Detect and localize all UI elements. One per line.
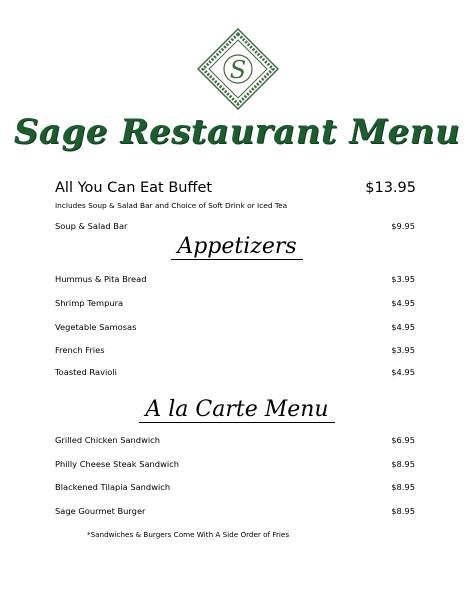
menu-item [55, 506, 415, 518]
menu-item [55, 459, 415, 471]
item-name: Philly Cheese Steak Sandwich [55, 459, 179, 469]
item-price: $4.95 [391, 322, 415, 332]
menu-item [55, 322, 415, 334]
item-name: Sage Gourmet Burger [55, 506, 146, 516]
menu-item [55, 274, 415, 286]
item-price: $8.95 [391, 506, 415, 516]
item-name: Soup & Salad Bar [55, 221, 128, 231]
item-name: Hummus & Pita Bread [55, 274, 147, 284]
menu-item [55, 367, 415, 379]
menu-item [55, 345, 415, 357]
item-name: French Fries [55, 345, 105, 355]
buffet-name: All You Can Eat Buffet [55, 180, 213, 196]
item-name: Toasted Ravioli [55, 367, 117, 377]
item-price: $9.95 [391, 221, 415, 231]
appetizers-heading: Appetizers [0, 234, 474, 260]
buffet-price: $13.95 [365, 180, 416, 196]
menu-title: Sage Restaurant Menu [13, 112, 461, 152]
item-price: $8.95 [391, 459, 415, 469]
item-price: $4.95 [391, 298, 415, 308]
diamond-logo-icon [197, 28, 279, 110]
a-la-carte-heading: A la Carte Menu [0, 397, 474, 423]
item-name: Blackened Tilapia Sandwich [55, 482, 171, 492]
item-price: $8.95 [391, 482, 415, 492]
item-name: Vegetable Samosas [55, 322, 137, 332]
item-price: $3.95 [391, 345, 415, 355]
item-price: $4.95 [391, 367, 415, 377]
item-name: Shrimp Tempura [55, 298, 124, 308]
menu-item [55, 298, 415, 310]
restaurant-logo [197, 28, 279, 110]
item-price: $6.95 [391, 435, 415, 445]
buffet-note: Includes Soup & Salad Bar and Choice of Soft Drink or Iced Tea [55, 201, 288, 210]
footnote: *Sandwiches & Burgers Come With A Side Order of Fries [87, 530, 290, 539]
menu-item [55, 221, 415, 233]
logo-letter: S [229, 56, 247, 84]
item-price: $3.95 [391, 274, 415, 284]
menu-item [55, 435, 415, 447]
menu-item [55, 482, 415, 494]
item-name: Grilled Chicken Sandwich [55, 435, 160, 445]
